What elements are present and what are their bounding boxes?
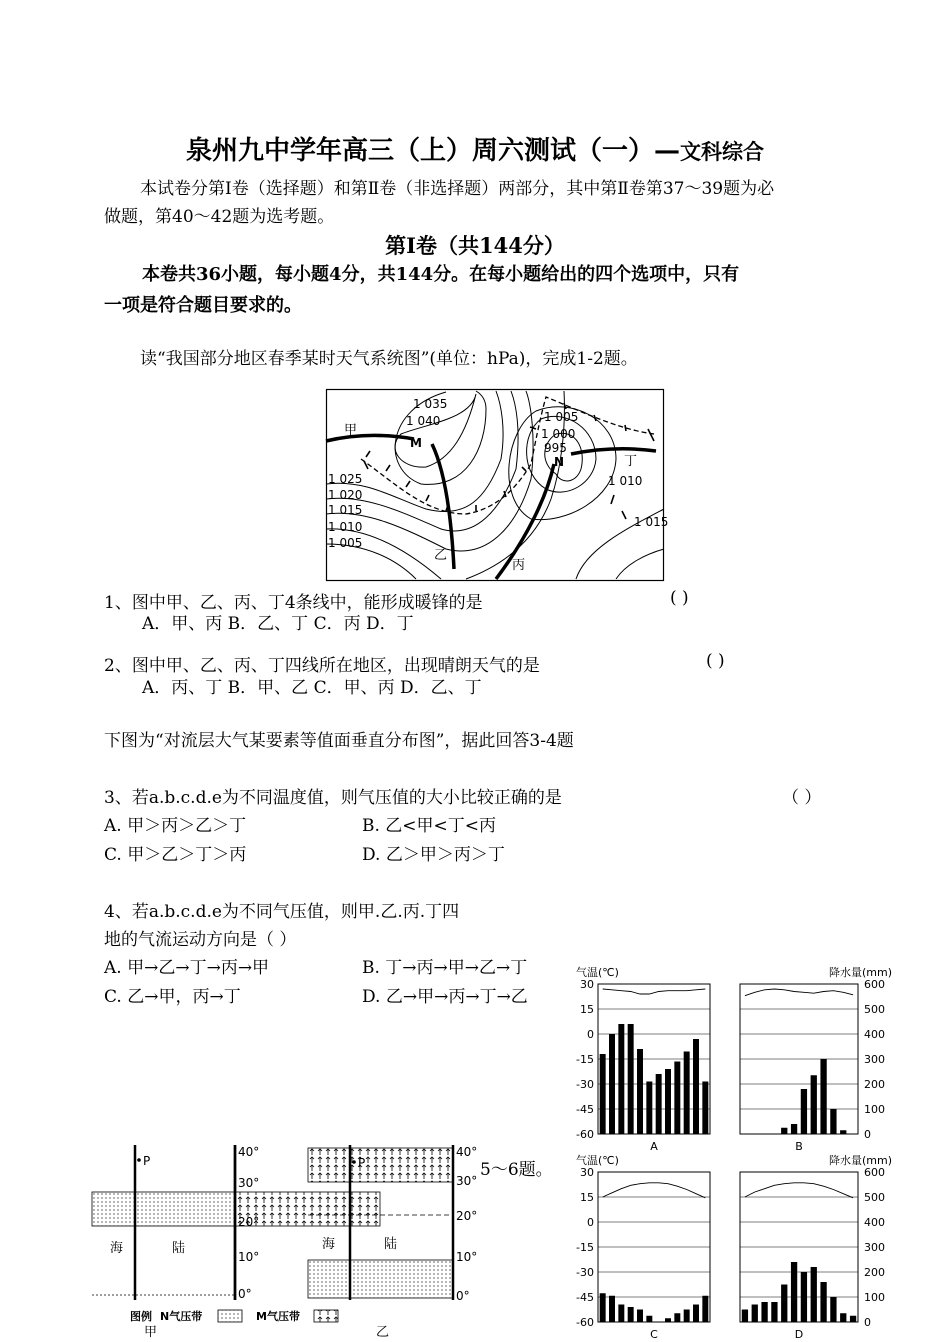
isobar-995: 995 xyxy=(544,441,567,455)
q1-bracket: ( ) xyxy=(670,588,689,608)
chart-title: D xyxy=(794,1328,804,1341)
intro-line-1: 本试卷分第Ⅰ卷（选择题）和第Ⅱ卷（非选择题）两部分，其中第Ⅱ卷第37～39题为必 xyxy=(140,179,775,199)
isobar-1015: 1 015 xyxy=(328,503,363,517)
precip-bar xyxy=(600,1054,606,1134)
precip-bar xyxy=(752,1305,758,1323)
temp-tick-label: -45 xyxy=(576,1291,594,1304)
precip-bar xyxy=(791,1262,797,1322)
front-label-bing: 丙 xyxy=(512,558,526,573)
legend-m-label: M气压带 xyxy=(256,1310,300,1323)
precip-bar xyxy=(801,1272,807,1322)
center-n: N xyxy=(554,455,565,469)
precip-tick-label: 400 xyxy=(864,1216,885,1229)
legend-prefix: 图例 xyxy=(130,1310,152,1323)
land-label-jia: 陆 xyxy=(172,1241,186,1256)
precip-bar xyxy=(646,1316,652,1322)
climate-chart-a xyxy=(576,965,710,1153)
precip-tick-label: 200 xyxy=(864,1266,885,1279)
temp-tick-label: -30 xyxy=(576,1078,594,1091)
q56-fragment: 5～6题。 xyxy=(480,1160,553,1180)
precip-bar xyxy=(830,1109,836,1134)
precip-bar xyxy=(637,1049,643,1134)
precip-bar xyxy=(830,1297,836,1322)
precip-bar xyxy=(618,1305,624,1323)
isobar-1025: 1 025 xyxy=(328,472,363,486)
precip-bar xyxy=(850,1316,856,1322)
instruction-line-1: 本卷共36小题，每小题4分，共144分。在每小题给出的四个选项中，只有 xyxy=(142,264,740,285)
isobar-1005: 1 005 xyxy=(328,536,363,550)
temperature-line xyxy=(745,989,853,996)
precip-bar xyxy=(791,1124,797,1134)
climate-chart-d xyxy=(740,1153,892,1341)
precip-tick-label: 600 xyxy=(864,978,885,991)
legend-n-swatch xyxy=(218,1310,242,1322)
q1-options: A．甲、丙 B．乙、丁 C．丙 D．丁 xyxy=(142,614,414,634)
precip-bar xyxy=(609,1034,615,1134)
legend-m-swatch xyxy=(314,1310,338,1322)
precip-tick-label: 100 xyxy=(864,1291,885,1304)
temp-tick-label: -45 xyxy=(576,1103,594,1116)
precip-axis-label: 降水量(mm) xyxy=(828,1154,892,1167)
temp-tick-label: -60 xyxy=(576,1316,594,1329)
precip-bar xyxy=(811,1267,817,1322)
page-title: 泉州九中学年高三（上）周六测试（一）—文科综合 xyxy=(185,136,764,166)
precip-tick-label: 600 xyxy=(864,1166,885,1179)
panel-yi-bottom-belt xyxy=(308,1260,453,1298)
chart-title: A xyxy=(650,1140,658,1153)
q4-option-a: A. 甲→乙→丁→丙→甲 xyxy=(104,958,270,978)
precip-bar xyxy=(742,1310,748,1323)
legend xyxy=(130,1309,338,1323)
q12-intro: 读“我国部分地区春季某时天气系统图”(单位：hPa)，完成1-2题。 xyxy=(140,349,638,369)
q4-line-1: 4、若a.b.c.d.e为不同气压值，则甲.乙.丙.丁四 xyxy=(104,902,460,922)
precip-bar xyxy=(665,1318,671,1322)
isobar-1035: 1 035 xyxy=(413,397,448,411)
lat-20-yi: 20° xyxy=(456,1209,478,1223)
temp-axis-label: 气温(℃) xyxy=(576,1154,619,1167)
precip-tick-label: 500 xyxy=(864,1191,885,1204)
isobar-1010: 1 010 xyxy=(328,520,363,534)
q3-option-b: B. 乙<甲<丁<丙 xyxy=(362,816,497,836)
precip-bar xyxy=(761,1302,767,1322)
front-label-ding: 丁 xyxy=(624,454,638,469)
front-label-jia: 甲 xyxy=(344,423,358,438)
climate-chart-c xyxy=(576,1153,710,1341)
precip-bar xyxy=(684,1310,690,1323)
weather-map xyxy=(326,389,669,581)
panel-jia-label: 甲 xyxy=(144,1325,158,1340)
isobar-1040: 1 040 xyxy=(406,414,441,428)
q3-option-a: A. 甲＞丙＞乙＞丁 xyxy=(104,816,247,836)
isobar-1020: 1 020 xyxy=(328,488,363,502)
precip-bar xyxy=(684,1052,690,1135)
climate-chart-b xyxy=(740,965,892,1153)
isobar-1005-top: 1 005 xyxy=(544,410,579,424)
isobar-1015-east: 1 015 xyxy=(634,515,669,529)
temp-tick-label: -15 xyxy=(576,1241,594,1254)
precip-bar xyxy=(693,1305,699,1323)
q4-option-d: D. 乙→甲→丙→丁→乙 xyxy=(362,987,528,1007)
precip-tick-label: 500 xyxy=(864,1003,885,1016)
legend-n-label: N气压带 xyxy=(160,1310,203,1323)
lat-40-yi: 40° xyxy=(456,1145,478,1159)
precip-bar xyxy=(820,1282,826,1322)
precip-bar xyxy=(656,1074,662,1134)
lat-0-yi: 0° xyxy=(456,1289,470,1303)
point-p-yi xyxy=(352,1160,356,1164)
center-m: M xyxy=(410,436,422,450)
precip-tick-label: 400 xyxy=(864,1028,885,1041)
precip-bar xyxy=(840,1313,846,1322)
temp-tick-label: 0 xyxy=(587,1028,594,1041)
precip-tick-label: 0 xyxy=(864,1316,871,1329)
precip-bar xyxy=(665,1069,671,1134)
precip-bar xyxy=(609,1296,615,1322)
precip-tick-label: 200 xyxy=(864,1078,885,1091)
precip-tick-label: 300 xyxy=(864,1241,885,1254)
land-label-yi: 陆 xyxy=(384,1237,398,1252)
temp-tick-label: 30 xyxy=(580,1166,594,1179)
panel-jia-sea-belt xyxy=(92,1192,235,1226)
precip-bar xyxy=(781,1285,787,1323)
temp-tick-label: 0 xyxy=(587,1216,594,1229)
temp-axis-label: 气温(℃) xyxy=(576,966,619,979)
point-p-label-jia: P xyxy=(143,1154,151,1168)
chart-title: C xyxy=(650,1328,658,1341)
precip-bar xyxy=(771,1302,777,1322)
temp-tick-label: -60 xyxy=(576,1128,594,1141)
temp-tick-label: -15 xyxy=(576,1053,594,1066)
precip-bar xyxy=(600,1293,606,1322)
isobar-1000: 1 000 xyxy=(541,427,576,441)
temp-tick-label: 15 xyxy=(580,1191,594,1204)
precip-bar xyxy=(618,1024,624,1134)
temp-tick-label: -30 xyxy=(576,1266,594,1279)
panel-yi-top-belt xyxy=(308,1148,453,1182)
precip-axis-label: 降水量(mm) xyxy=(828,966,892,979)
precip-bar xyxy=(820,1059,826,1134)
lat-10-yi: 10° xyxy=(456,1250,478,1264)
lat-0-jia: 0° xyxy=(238,1287,252,1301)
q4-option-b: B. 丁→丙→甲→乙→丁 xyxy=(362,958,528,978)
lat-20-jia: 20° xyxy=(238,1215,260,1229)
precip-bar xyxy=(811,1075,817,1134)
q4-line-2: 地的气流运动方向是（ ） xyxy=(104,930,297,950)
front-label-yi: 乙 xyxy=(434,548,448,563)
intro-line-2: 做题，第40～42题为选考题。 xyxy=(104,207,335,227)
sea-label-jia: 海 xyxy=(110,1241,124,1256)
temperature-line xyxy=(603,989,706,994)
point-p-jia xyxy=(137,1158,141,1162)
q2-options: A．丙、丁 B．甲、乙 C．甲、丙 D．乙、丁 xyxy=(142,678,482,698)
q4-option-c: C. 乙→甲，丙→丁 xyxy=(104,987,241,1007)
q34-intro: 下图为“对流层大气某要素等值面垂直分布图”，据此回答3-4题 xyxy=(104,731,574,751)
precip-tick-label: 0 xyxy=(864,1128,871,1141)
point-p-label-yi: P xyxy=(358,1156,366,1170)
isobar-1010-east: 1 010 xyxy=(608,474,643,488)
temp-tick-label: 15 xyxy=(580,1003,594,1016)
lat-30-yi: 30° xyxy=(456,1174,478,1188)
precip-bar xyxy=(702,1082,708,1135)
precip-bar xyxy=(693,1039,699,1134)
instruction-line-2: 一项是符合题目要求的。 xyxy=(104,295,302,316)
precip-bar xyxy=(628,1024,634,1134)
lat-30-jia: 30° xyxy=(238,1176,260,1190)
precip-bar xyxy=(840,1130,846,1134)
precip-tick-label: 300 xyxy=(864,1053,885,1066)
q1-text: 1、图中甲、乙、丙、丁4条线中，能形成暖锋的是 xyxy=(104,593,483,613)
q3-text: 3、若a.b.c.d.e为不同温度值，则气压值的大小比较正确的是 xyxy=(104,788,562,808)
precip-bar xyxy=(646,1082,652,1135)
climate-charts xyxy=(562,962,922,1342)
precip-tick-label: 100 xyxy=(864,1103,885,1116)
chart-title: B xyxy=(795,1140,803,1153)
q3-option-c: C. 甲＞乙＞丁＞丙 xyxy=(104,845,247,865)
q3-bracket: （ ） xyxy=(782,788,822,808)
temperature-line xyxy=(745,1183,853,1198)
precip-bar xyxy=(781,1128,787,1134)
precip-bar xyxy=(674,1062,680,1135)
panel-yi-label: 乙 xyxy=(376,1325,390,1340)
page-subtitle: 文科综合 xyxy=(680,139,764,164)
q2-bracket: ( ) xyxy=(706,651,725,671)
q2-text: 2、图中甲、乙、丙、丁四线所在地区，出现晴朗天气的是 xyxy=(104,656,540,676)
lat-40-jia: 40° xyxy=(238,1145,260,1159)
precip-bar xyxy=(801,1089,807,1134)
section-title: 第Ⅰ卷（共144分） xyxy=(385,233,565,258)
precip-bar xyxy=(702,1296,708,1322)
precip-bar xyxy=(637,1310,643,1323)
sea-label-yi: 海 xyxy=(322,1237,336,1252)
precip-bar xyxy=(674,1313,680,1322)
q3-option-d: D. 乙＞甲＞丙＞丁 xyxy=(362,845,505,865)
pressure-belt-diagrams xyxy=(92,1140,492,1342)
temperature-line xyxy=(603,1183,706,1198)
lat-10-jia: 10° xyxy=(238,1250,260,1264)
temp-tick-label: 30 xyxy=(580,978,594,991)
precip-bar xyxy=(628,1307,634,1322)
